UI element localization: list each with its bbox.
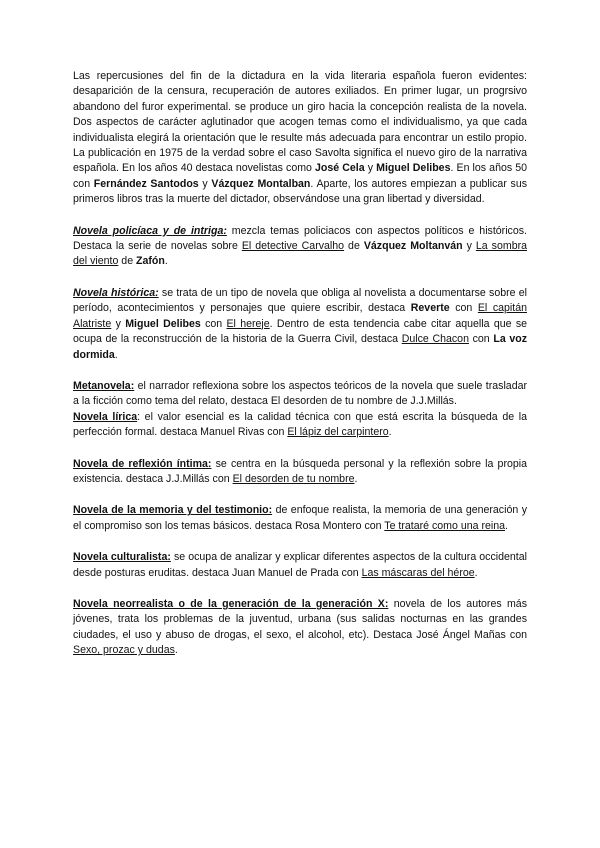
lirica-paragraph [73, 410, 527, 441]
section-text: se trata de un tipo de novela que obliga al novelista a documentarse sobre el período, acontecimientos y personajes que quiere escribir, destaca [73, 286, 527, 315]
author-name: José Cela [315, 162, 365, 175]
connector-text: y [462, 240, 476, 253]
intro-text: Las repercusiones del fin de la dictadura en la vida literaria española fueron evidentes: desaparición de la censura, recuperación de autores exiliados. En primer lugar, un progrsivo abandono del furor experimental. se produce un giro hacia la concepción realista de la novela. Dos aspectos de carácter aglutinador que acogen temas como el individualismo, ya que cada individualista elegirá la orientación que le resulte más adecuada para encontrar un estilo propio. La publicación en 1975 de la verdad sobre el caso Savolta significa el nuevo giro de la narrativa española. En los años 40 destaca novelistas como [73, 70, 527, 175]
author-name: Vázquez Moltanván [363, 240, 463, 253]
punctuation: . [388, 426, 392, 439]
neorrealista-paragraph [73, 597, 527, 659]
book-title: El hereje [226, 317, 270, 330]
author-name: Fernández Santodos [93, 177, 199, 190]
punctuation: . [474, 566, 478, 579]
author-name: Dulce Chacon [401, 333, 469, 346]
culturalista-paragraph [73, 550, 527, 581]
author-name: Vázquez Montalban [211, 177, 311, 190]
book-title: Sexo, prozac y dudas [73, 644, 175, 657]
policiaca-paragraph [73, 224, 527, 270]
book-title: La sombra del viento [73, 240, 528, 268]
memoria-paragraph [73, 503, 527, 534]
book-title: Te trataré como una reina [384, 519, 506, 532]
connector-text: con [449, 302, 478, 315]
punctuation: . [164, 255, 168, 268]
punctuation: . [174, 644, 178, 657]
section-heading: Novela lírica [73, 410, 138, 423]
author-name: Reverte [410, 302, 450, 315]
section-heading: Novela de la memoria y del testimonio: [73, 504, 273, 517]
section-text: . Dentro de esta tendencia cabe citar aquella que se ocupa de la reconstrucción de la historia de la Guerra Civil, destaca [73, 317, 528, 346]
book-title: El capitán Alatriste [73, 302, 527, 330]
punctuation: . [114, 348, 118, 361]
section-text: : el valor esencial es la calidad técnica con que está escrita la búsqueda de la perfección formal. destaca Manuel Rivas con [73, 410, 527, 439]
connector-text: de [344, 240, 364, 253]
author-name: Miguel Delibes [376, 162, 451, 175]
author-name: Zafón [136, 255, 165, 268]
book-title: La voz dormida [73, 333, 528, 361]
intro-text: . Aparte, los autores empiezan a publicar sus primeros libros tras la muerte del dictador, observándose una gran libertad y diversidad. [73, 177, 528, 206]
document-body [73, 69, 527, 659]
connector-text: de [118, 255, 137, 268]
section-text: de enfoque realista, la memoria de una generación y el compromiso son los temas básicos. destaca Rosa Montero con [73, 504, 527, 532]
section-text: novela de los autores más jóvenes, trata los problemas de la juventud, urbana (sus salidas nocturnas en las grandes ciudades, el uso y abuso de drogas, el sexo, el alcohol, etc). Destaca José Ángel Mañas con [73, 597, 527, 641]
section-text: mezcla temas policiacos con aspectos políticos e históricos. Destaca la serie de novelas sobre [73, 224, 527, 253]
book-title: El desorden de tu nombre [232, 472, 355, 485]
section-heading: Novela histórica: [73, 286, 159, 299]
section-heading: Novela neorrealista o de la generación de la generación X: [73, 597, 389, 610]
intima-paragraph [73, 457, 527, 488]
section-heading: Metanovela: [73, 379, 135, 392]
book-title: Las máscaras del héroe [361, 566, 475, 579]
section-heading: Novela culturalista: [73, 551, 171, 564]
connector-text: con [468, 333, 494, 346]
intro-text: . En los años 50 con [73, 162, 528, 190]
book-title: El lápiz del carpintero [287, 426, 389, 439]
section-heading: Novela policíaca y de intriga: [73, 224, 227, 237]
connector-text: y [198, 177, 212, 190]
author-name: Miguel Delibes [125, 317, 201, 330]
section-text: el narrador reflexiona sobre los aspectos teóricos de la novela que suele trasladar a la ficción como tema del relato, destaca El desorden de tu nombre de J.J.Millás. [73, 379, 527, 408]
book-title: El detective Carvalho [241, 240, 345, 253]
connector-text: y [364, 162, 377, 175]
intro-paragraph [73, 69, 527, 208]
metanovela-paragraph [73, 379, 527, 410]
section-text: se centra en la búsqueda personal y la reflexión sobre la propia existencia. destaca J.J.Millás con [73, 457, 528, 485]
connector-text: con [200, 317, 227, 330]
section-heading: Novela de reflexión íntima: [73, 457, 212, 470]
punctuation: . [505, 519, 508, 532]
connector-text: y [111, 317, 126, 330]
historica-paragraph [73, 286, 527, 363]
section-text: se ocupa de analizar y explicar diferentes aspectos de la cultura occidental desde posturas eruditas. destaca Juan Manuel de Prada con [73, 551, 527, 579]
punctuation: . [354, 472, 358, 485]
